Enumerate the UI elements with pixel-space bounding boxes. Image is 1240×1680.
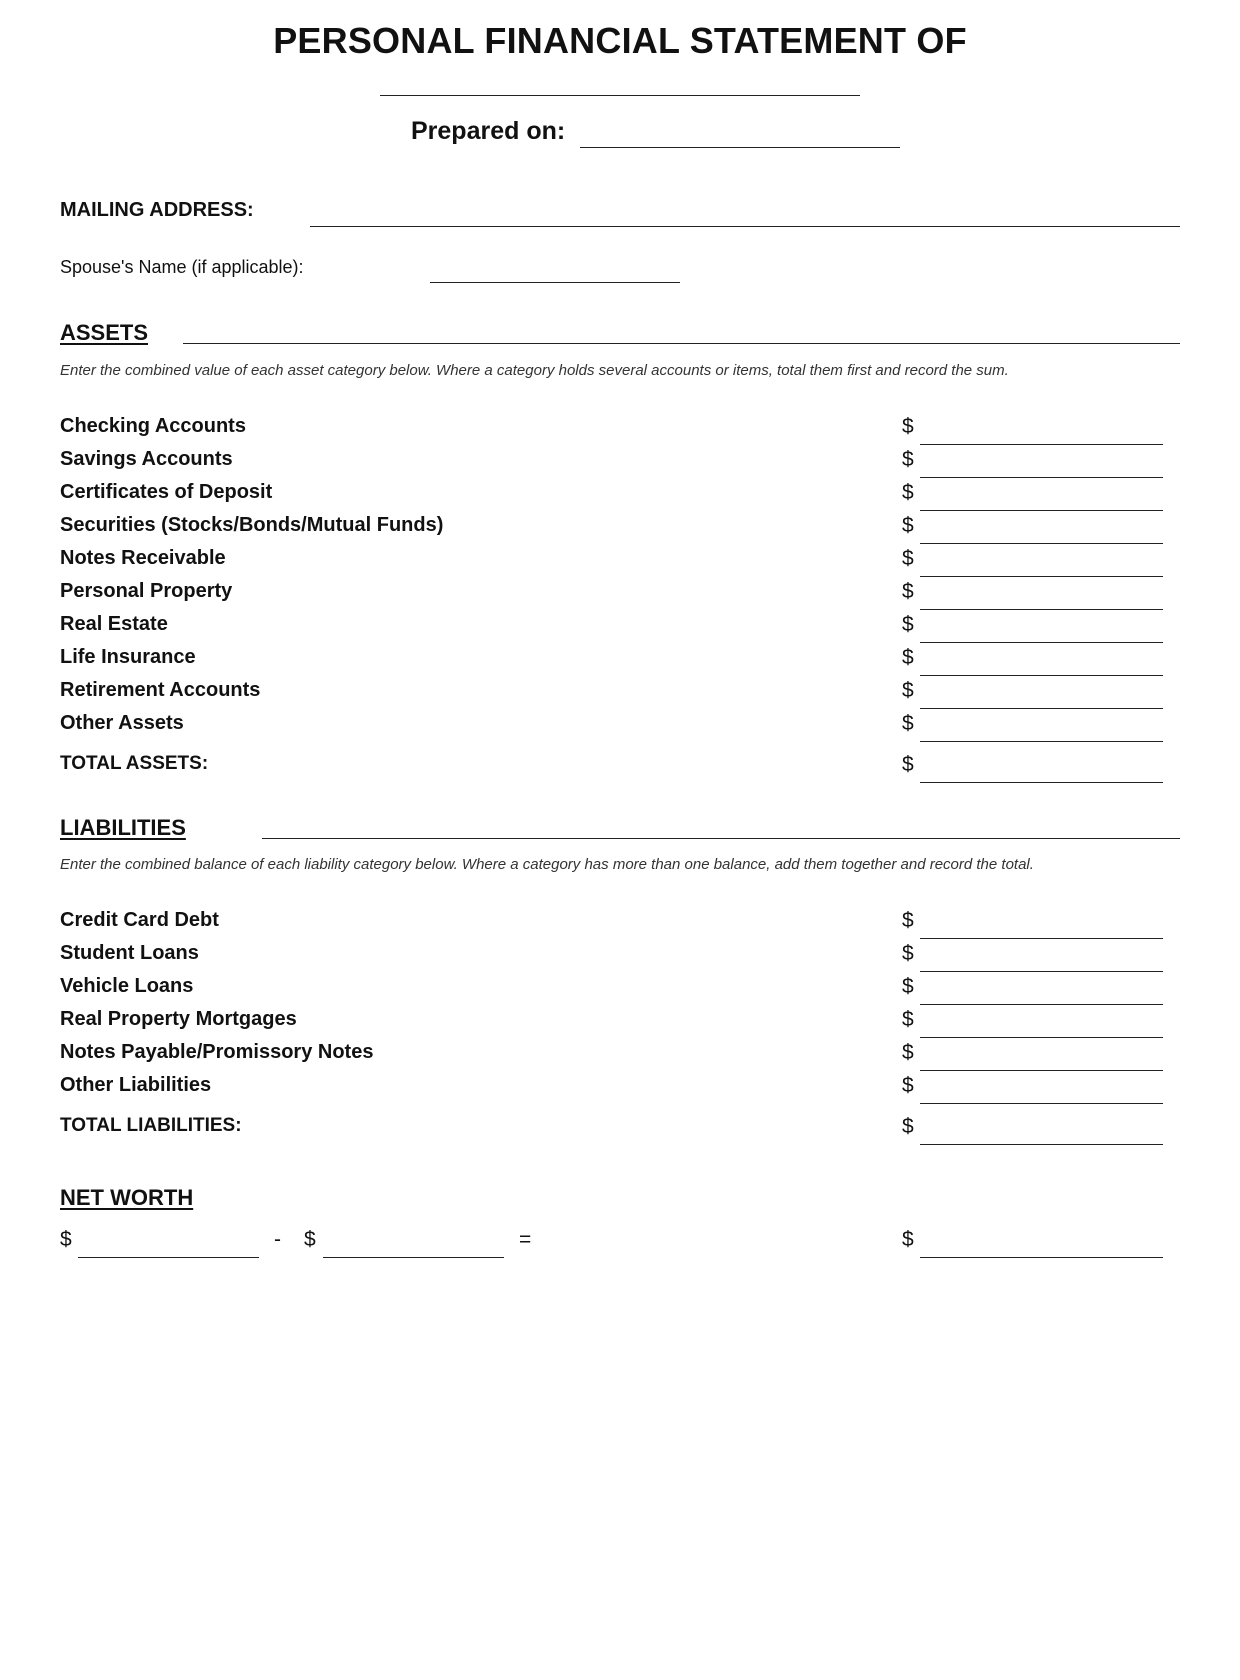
asset-row [0, 547, 1240, 580]
asset-row [0, 481, 1240, 514]
dollar-sign: $ [902, 1041, 914, 1064]
asset-row [0, 448, 1240, 481]
asset-label: Savings Accounts [60, 448, 233, 470]
liability-amount-line[interactable] [920, 938, 1163, 939]
liability-amount-line[interactable] [920, 1037, 1163, 1038]
dollar-sign: $ [304, 1228, 316, 1251]
dollar-sign: $ [902, 448, 914, 471]
minus-sign: - [274, 1228, 281, 1251]
total-assets-row [0, 753, 1240, 786]
spouse-name-field-line[interactable] [430, 282, 680, 283]
liability-label: Notes Payable/Promissory Notes [60, 1041, 374, 1063]
name-field-line[interactable] [380, 95, 860, 96]
asset-label: Real Estate [60, 613, 168, 635]
mailing-address-field-line[interactable] [310, 226, 1180, 227]
dollar-sign: $ [60, 1228, 72, 1251]
total-assets-amount-line[interactable] [920, 782, 1163, 783]
equals-sign: = [519, 1228, 532, 1251]
dollar-sign: $ [902, 909, 914, 932]
asset-amount-line[interactable] [920, 477, 1163, 478]
dollar-sign: $ [902, 514, 914, 537]
dollar-sign: $ [902, 646, 914, 669]
liabilities-heading: LIABILITIES [60, 815, 186, 840]
asset-amount-line[interactable] [920, 741, 1163, 742]
net-worth-result-line[interactable] [920, 1257, 1163, 1258]
liability-amount-line[interactable] [920, 1004, 1163, 1005]
liability-label: Credit Card Debt [60, 909, 219, 931]
liability-row [0, 975, 1240, 1008]
asset-row [0, 679, 1240, 712]
asset-label: Notes Receivable [60, 547, 226, 569]
dollar-sign: $ [902, 1074, 914, 1097]
total-liabilities-row [0, 1115, 1240, 1148]
page-title: PERSONAL FINANCIAL STATEMENT OF [273, 20, 967, 61]
asset-label: Securities (Stocks/Bonds/Mutual Funds) [60, 514, 444, 536]
dollar-sign: $ [902, 481, 914, 504]
asset-label: Other Assets [60, 712, 184, 734]
asset-amount-line[interactable] [920, 708, 1163, 709]
total-assets-label: TOTAL ASSETS: [60, 753, 209, 774]
net-worth-heading: NET WORTH [60, 1185, 194, 1210]
dollar-sign: $ [902, 942, 914, 965]
liability-label: Student Loans [60, 942, 199, 964]
asset-row [0, 514, 1240, 547]
dollar-sign: $ [902, 415, 914, 438]
dollar-sign: $ [902, 712, 914, 735]
prepared-on-field-line[interactable] [580, 147, 900, 148]
liability-label: Vehicle Loans [60, 975, 194, 997]
dollar-sign: $ [902, 975, 914, 998]
liability-row [0, 1074, 1240, 1107]
asset-row [0, 712, 1240, 745]
liability-row [0, 909, 1240, 942]
asset-row [0, 646, 1240, 679]
spouse-name-label: Spouse's Name (if applicable): [60, 257, 304, 277]
assets-heading: ASSETS [60, 320, 149, 345]
liability-row [0, 1041, 1240, 1074]
asset-amount-line[interactable] [920, 609, 1163, 610]
dollar-sign: $ [902, 1228, 914, 1251]
asset-amount-line[interactable] [920, 444, 1163, 445]
liability-amount-line[interactable] [920, 1103, 1163, 1104]
liability-row [0, 1008, 1240, 1041]
assets-heading-rule [183, 343, 1180, 344]
liability-label: Other Liabilities [60, 1074, 212, 1096]
asset-amount-line[interactable] [920, 642, 1163, 643]
prepared-on-label: Prepared on: [411, 117, 566, 145]
mailing-address-label: MAILING ADDRESS: [60, 199, 254, 221]
asset-amount-line[interactable] [920, 675, 1163, 676]
total-liabilities-label: TOTAL LIABILITIES: [60, 1115, 242, 1136]
liability-label: Real Property Mortgages [60, 1008, 297, 1030]
asset-label: Personal Property [60, 580, 233, 602]
liabilities-heading-rule [262, 838, 1180, 839]
dollar-sign: $ [902, 679, 914, 702]
asset-label: Checking Accounts [60, 415, 246, 437]
dollar-sign: $ [902, 1008, 914, 1031]
liability-amount-line[interactable] [920, 971, 1163, 972]
asset-amount-line[interactable] [920, 510, 1163, 511]
dollar-sign: $ [902, 753, 914, 776]
liabilities-note: Enter the combined balance of each liability category below. Where a category has more than one balance, add them together and record the total. [60, 856, 1034, 873]
net-worth-liabilities-line[interactable] [323, 1257, 504, 1258]
asset-label: Retirement Accounts [60, 679, 261, 701]
dollar-sign: $ [902, 580, 914, 603]
net-worth-assets-line[interactable] [78, 1257, 259, 1258]
assets-note: Enter the combined value of each asset category below. Where a category holds several accounts or items, total them first and record the sum. [60, 362, 1009, 379]
dollar-sign: $ [902, 613, 914, 636]
asset-amount-line[interactable] [920, 543, 1163, 544]
asset-amount-line[interactable] [920, 576, 1163, 577]
asset-row [0, 613, 1240, 646]
total-liabilities-amount-line[interactable] [920, 1144, 1163, 1145]
asset-label: Certificates of Deposit [60, 481, 273, 503]
asset-label: Life Insurance [60, 646, 196, 668]
liability-amount-line[interactable] [920, 1070, 1163, 1071]
asset-row [0, 415, 1240, 448]
liability-row [0, 942, 1240, 975]
asset-row [0, 580, 1240, 613]
dollar-sign: $ [902, 547, 914, 570]
dollar-sign: $ [902, 1115, 914, 1138]
